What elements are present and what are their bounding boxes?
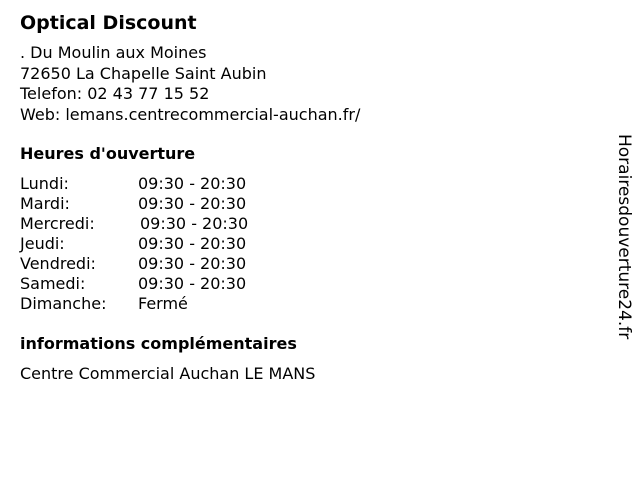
day-label: Mercredi:: [20, 214, 95, 233]
phone-number: Telefon: 02 43 77 15 52: [20, 84, 210, 103]
site-watermark: Horairesdouverture24.fr: [614, 134, 634, 340]
hours-row-thursday: [20, 234, 320, 254]
day-label: Samedi:: [20, 274, 86, 293]
business-name: Optical Discount: [20, 12, 197, 34]
time-value: Fermé: [138, 294, 188, 313]
address-city: 72650 La Chapelle Saint Aubin: [20, 63, 267, 83]
day-label: Lundi:: [20, 174, 69, 193]
website-link[interactable]: Web: lemans.centrecommercial-auchan.fr/: [20, 104, 361, 124]
additional-info-heading: informations complémentaires: [20, 334, 297, 353]
time-value: 09:30 - 20:30: [138, 234, 247, 253]
hours-row-monday: [20, 174, 320, 194]
day-label: Vendredi:: [20, 254, 96, 273]
hours-row-saturday: [20, 274, 320, 294]
hours-row-wednesday: [20, 214, 320, 234]
time-value: 09:30 - 20:30: [140, 214, 249, 233]
hours-row-tuesday: [20, 194, 320, 214]
opening-hours-table: [20, 174, 320, 314]
additional-info-text: Centre Commercial Auchan LE MANS: [20, 364, 316, 383]
time-value: 09:30 - 20:30: [138, 254, 247, 273]
time-value: 09:30 - 20:30: [138, 274, 247, 293]
hours-row-sunday: [20, 294, 320, 314]
time-value: 09:30 - 20:30: [138, 174, 247, 193]
time-value: 09:30 - 20:30: [138, 194, 247, 213]
day-label: Dimanche:: [20, 294, 107, 313]
opening-hours-heading: Heures d'ouverture: [20, 144, 196, 163]
address-street: . Du Moulin aux Moines: [20, 43, 207, 62]
day-label: Mardi:: [20, 194, 70, 213]
day-label: Jeudi:: [20, 234, 65, 253]
address-block: [20, 43, 360, 125]
hours-row-friday: [20, 254, 320, 274]
